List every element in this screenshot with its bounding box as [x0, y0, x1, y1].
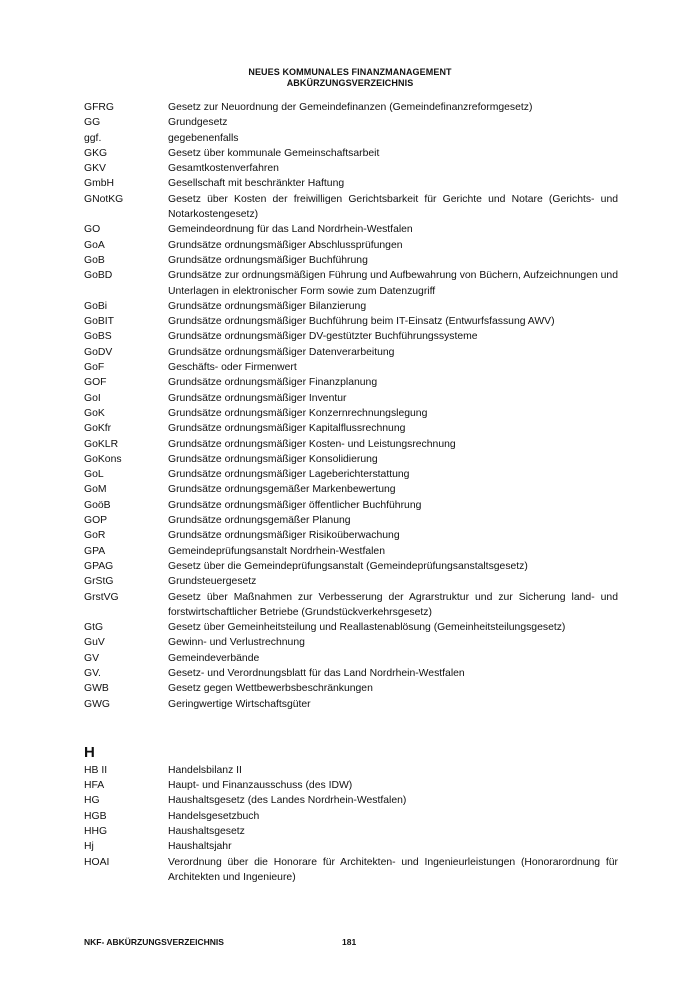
header-subtitle: ABKÜRZUNGSVERZEICHNIS	[286, 78, 414, 88]
abbreviation-term: HFA	[84, 780, 105, 792]
abbreviation-term: GNotKG	[84, 193, 124, 205]
abbreviation-entry	[84, 421, 618, 436]
abbreviation-term: GO	[84, 224, 101, 236]
abbreviation-term: GoI	[84, 392, 101, 404]
abbreviation-term: GoBD	[84, 270, 113, 282]
abbreviation-term: HG	[84, 795, 100, 807]
abbreviation-term: GoM	[84, 484, 107, 496]
abbreviation-entry	[84, 192, 618, 223]
abbreviation-entry	[84, 329, 618, 344]
abbreviation-term: GoBIT	[84, 316, 115, 328]
abbreviation-definition: Gesetz über Maßnahmen zur Verbesserung der Agrarstruktur und zur Sicherung land- und forstwirtschaftlicher Betriebe (Grundstückverkehrsgesetz)	[168, 591, 618, 618]
abbreviation-entry	[84, 763, 618, 778]
abbreviation-definition: Gesamtkostenverfahren	[168, 163, 279, 175]
abbreviation-entry	[84, 666, 618, 681]
abbreviation-definition: Grundgesetz	[168, 117, 228, 129]
abbreviation-term: GOP	[84, 515, 108, 527]
section-g-entries	[84, 100, 618, 712]
abbreviation-definition: Grundsätze ordnungsmäßiger Bilanzierung	[168, 300, 367, 312]
abbreviation-definition: Gesetz über Kosten der freiwilligen Gerichtsbarkeit für Gerichte und Notare (Gerichts- und Notarkostengesetz)	[168, 193, 618, 221]
abbreviation-term: GoF	[84, 362, 105, 374]
abbreviation-entry	[84, 778, 618, 793]
abbreviation-definition: gegebenenfalls	[168, 132, 239, 144]
abbreviation-definition: Gemeindeverbände	[168, 652, 260, 664]
header-title: NEUES KOMMUNALES FINANZMANAGEMENT	[248, 67, 452, 77]
abbreviation-entry	[84, 559, 618, 574]
abbreviation-definition: Grundsätze ordnungsgemäßer Markenbewertung	[168, 484, 396, 496]
abbreviation-term: GoDV	[84, 346, 113, 358]
abbreviation-definition: Grundsätze ordnungsmäßiger Datenverarbeitung	[168, 346, 395, 358]
abbreviation-entry	[84, 574, 618, 589]
abbreviation-term: GKG	[84, 147, 108, 159]
abbreviation-definition: Haushaltsgesetz (des Landes Nordrhein-Westfalen)	[168, 795, 407, 807]
abbreviation-entry	[84, 839, 618, 854]
abbreviation-entry	[84, 345, 618, 360]
abbreviation-term: GOF	[84, 377, 107, 389]
abbreviation-entry	[84, 115, 618, 130]
abbreviation-term: GWB	[84, 683, 109, 695]
abbreviation-definition: Haupt- und Finanzausschuss (des IDW)	[168, 780, 353, 792]
abbreviation-term: GoKLR	[84, 438, 119, 450]
abbreviation-definition: Grundsätze ordnungsmäßiger öffentlicher Buchführung	[168, 499, 422, 511]
abbreviation-list	[84, 100, 618, 885]
abbreviation-entry	[84, 176, 618, 191]
abbreviation-definition: Handelsgesetzbuch	[168, 810, 260, 822]
abbreviation-term: ggf.	[84, 132, 102, 144]
abbreviation-definition: Grundsätze zur ordnungsmäßigen Führung und Aufbewahrung von Büchern, Aufzeichnungen und Unterlagen in elektronischer Form sowie zum Datenzugriff	[168, 270, 618, 297]
abbreviation-term: GPAG	[84, 560, 114, 572]
abbreviation-definition: Grundsätze ordnungsgemäßer Planung	[168, 515, 351, 527]
abbreviation-entry	[84, 406, 618, 421]
abbreviation-entry	[84, 681, 618, 696]
abbreviation-definition: Grundsätze ordnungsmäßiger Abschlussprüfungen	[168, 239, 403, 251]
abbreviation-entry	[84, 146, 618, 161]
abbreviation-entry	[84, 452, 618, 467]
abbreviation-definition: Grundsätze ordnungsmäßiger Risikoüberwachung	[168, 530, 400, 542]
abbreviation-term: GoBi	[84, 300, 108, 312]
abbreviation-definition: Geringwertige Wirtschaftsgüter	[168, 698, 311, 710]
abbreviation-entry	[84, 544, 618, 559]
abbreviation-entry	[84, 809, 618, 824]
abbreviation-term: GoKons	[84, 453, 122, 465]
abbreviation-term: HOAI	[84, 856, 110, 868]
abbreviation-definition: Grundsätze ordnungsmäßiger Kapitalflussrechnung	[168, 423, 406, 435]
abbreviation-term: GrStG	[84, 576, 114, 588]
abbreviation-definition: Grundsätze ordnungsmäßiger DV-gestützter Buchführungssysteme	[168, 331, 478, 343]
abbreviation-entry	[84, 268, 618, 299]
abbreviation-definition: Grundsätze ordnungsmäßiger Lageberichterstattung	[168, 469, 410, 481]
page-number: 181	[342, 937, 357, 947]
abbreviation-entry	[84, 824, 618, 839]
abbreviation-term: GoL	[84, 469, 104, 481]
abbreviation-entry	[84, 590, 618, 621]
abbreviation-term: GuV	[84, 637, 105, 649]
abbreviation-term: HGB	[84, 810, 107, 822]
abbreviation-entry	[84, 100, 618, 115]
abbreviation-definition: Grundsteuergesetz	[168, 576, 257, 588]
abbreviation-entry	[84, 161, 618, 176]
abbreviation-term: GV	[84, 652, 100, 664]
abbreviation-entry	[84, 467, 618, 482]
abbreviation-definition: Grundsätze ordnungsmäßiger Konzernrechnungslegung	[168, 407, 428, 419]
abbreviation-entry	[84, 498, 618, 513]
abbreviation-entry	[84, 793, 618, 808]
abbreviation-definition: Gemeindeprüfungsanstalt Nordrhein-Westfalen	[168, 545, 385, 557]
abbreviation-term: GoBS	[84, 331, 112, 343]
abbreviation-definition: Grundsätze ordnungsmäßiger Finanzplanung	[168, 377, 378, 389]
abbreviation-entry	[84, 437, 618, 452]
abbreviation-definition: Grundsätze ordnungsmäßiger Buchführung	[168, 254, 368, 266]
abbreviation-term: GWG	[84, 698, 110, 710]
abbreviation-term: GG	[84, 117, 101, 129]
abbreviation-term: GPA	[84, 545, 106, 557]
abbreviation-term: GoKfr	[84, 423, 112, 435]
abbreviation-entry	[84, 651, 618, 666]
abbreviation-definition: Gesetz gegen Wettbewerbsbeschränkungen	[168, 683, 373, 695]
abbreviation-term: GtG	[84, 622, 104, 634]
abbreviation-term: GmbH	[84, 178, 115, 190]
abbreviation-term: GFRG	[84, 102, 115, 113]
abbreviation-entry	[84, 513, 618, 528]
abbreviation-term: GV.	[84, 667, 101, 679]
abbreviation-definition: Gesetz zur Neuordnung der Gemeindefinanzen (Gemeindefinanzreformgesetz)	[168, 102, 533, 113]
abbreviation-entry	[84, 391, 618, 406]
abbreviation-term: GoB	[84, 254, 105, 266]
abbreviation-definition: Gesetz über Gemeinheitsteilung und Reallastenablösung (Gemeinheitsteilungsgesetz)	[168, 622, 566, 634]
abbreviation-term: GoA	[84, 239, 105, 251]
section-h-entries	[84, 763, 618, 885]
abbreviation-definition: Gesetz- und Verordnungsblatt für das Land Nordrhein-Westfalen	[168, 667, 465, 679]
abbreviation-entry	[84, 697, 618, 712]
abbreviation-definition: Gesetz über die Gemeindeprüfungsanstalt (Gemeindeprüfungsanstaltsgesetz)	[168, 560, 528, 572]
abbreviation-term: GrstVG	[84, 591, 119, 603]
abbreviation-definition: Geschäfts- oder Firmenwert	[168, 362, 297, 374]
abbreviation-term: HB II	[84, 764, 108, 776]
abbreviation-entry	[84, 635, 618, 650]
abbreviation-term: HHG	[84, 826, 108, 838]
abbreviation-entry	[84, 855, 618, 886]
abbreviation-term: GoR	[84, 530, 106, 542]
abbreviation-definition: Grundsätze ordnungsmäßiger Konsolidierung	[168, 453, 378, 465]
abbreviation-entry	[84, 299, 618, 314]
abbreviation-entry	[84, 314, 618, 329]
abbreviation-definition: Gewinn- und Verlustrechnung	[168, 637, 305, 649]
abbreviation-definition: Haushaltsgesetz	[168, 826, 245, 838]
abbreviation-definition: Verordnung über die Honorare für Architekten- und Ingenieurleistungen (Honorarordnung für Architekten und Ingenieure)	[168, 856, 618, 883]
abbreviation-entry	[84, 375, 618, 390]
footer-label: NKF- ABKÜRZUNGSVERZEICHNIS	[84, 937, 224, 947]
section-heading-h: H	[84, 743, 95, 761]
abbreviation-entry	[84, 360, 618, 375]
abbreviation-definition: Grundsätze ordnungsmäßiger Kosten- und Leistungsrechnung	[168, 438, 456, 450]
abbreviation-term: Hj	[84, 841, 94, 853]
abbreviation-term: GKV	[84, 163, 106, 175]
abbreviation-entry	[84, 253, 618, 268]
abbreviation-definition: Handelsbilanz II	[168, 764, 242, 776]
abbreviation-entry	[84, 222, 618, 237]
abbreviation-entry	[84, 238, 618, 253]
abbreviation-definition: Gesetz über kommunale Gemeinschaftsarbeit	[168, 147, 380, 159]
abbreviation-entry	[84, 131, 618, 146]
abbreviation-term: GoK	[84, 407, 105, 419]
abbreviation-definition: Grundsätze ordnungsmäßiger Inventur	[168, 392, 347, 404]
page-header	[0, 67, 700, 89]
abbreviation-term: GoöB	[84, 499, 111, 511]
abbreviation-definition: Grundsätze ordnungsmäßiger Buchführung beim IT-Einsatz (Entwurfsfassung AWV)	[168, 316, 555, 328]
abbreviation-entry	[84, 620, 618, 635]
abbreviation-entry	[84, 482, 618, 497]
abbreviation-definition: Gesellschaft mit beschränkter Haftung	[168, 178, 345, 190]
abbreviation-definition: Gemeindeordnung für das Land Nordrhein-Westfalen	[168, 224, 413, 236]
abbreviation-definition: Haushaltsjahr	[168, 841, 232, 853]
abbreviation-entry	[84, 528, 618, 543]
